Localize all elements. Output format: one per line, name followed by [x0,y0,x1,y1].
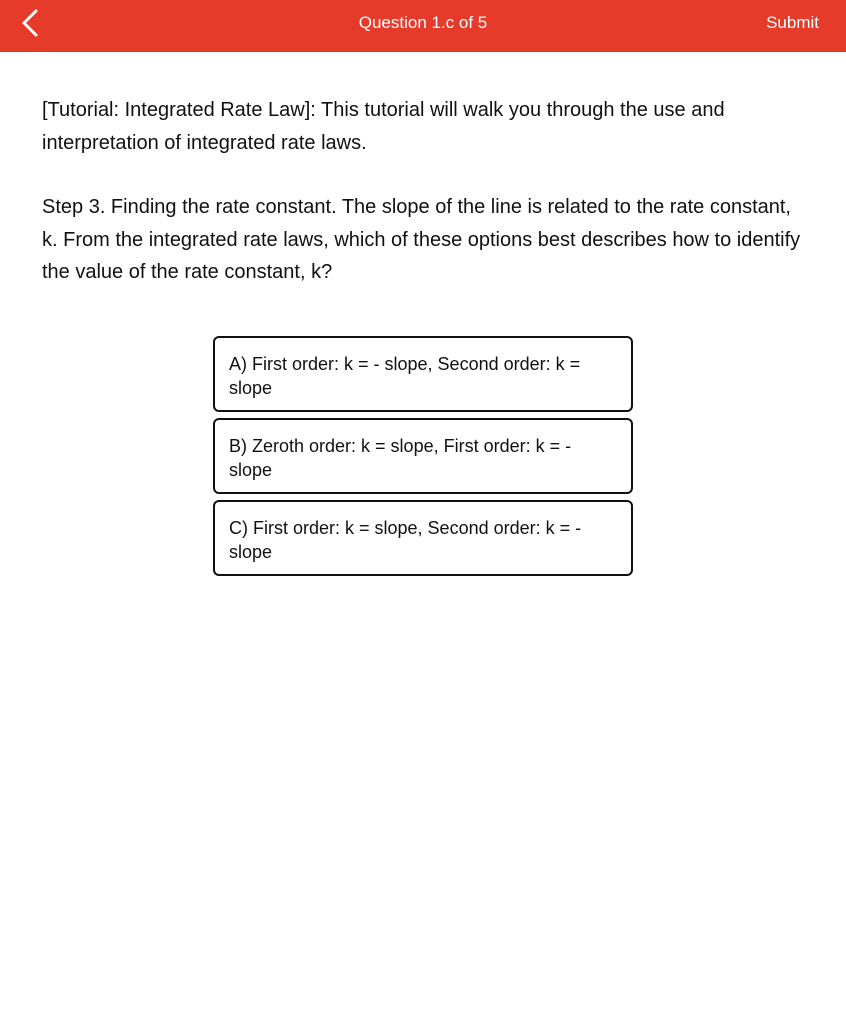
submit-button[interactable]: Submit [766,13,819,32]
question-title: Question 1.c of 5 [358,13,488,32]
answer-option-b[interactable]: B) Zeroth order: k = slope, First order: k = - slope [213,418,633,494]
question-content [42,94,802,289]
top-bar [0,0,846,52]
answer-option-a[interactable]: A) First order: k = - slope, Second order: k = slope [213,336,633,412]
question-prompt: Step 3. Finding the rate constant. The slope of the line is related to the rate constant, k. From the integrated rate laws, which of these options best describes how to identify the value of the rate constant, k? [42,196,801,283]
tutorial-intro: [Tutorial: Integrated Rate Law]: This tutorial will walk you through the use and interpretation of integrated rate laws. [42,99,725,154]
answer-option-c[interactable]: C) First order: k = slope, Second order: k = -slope [213,500,633,576]
answer-options [213,336,633,582]
